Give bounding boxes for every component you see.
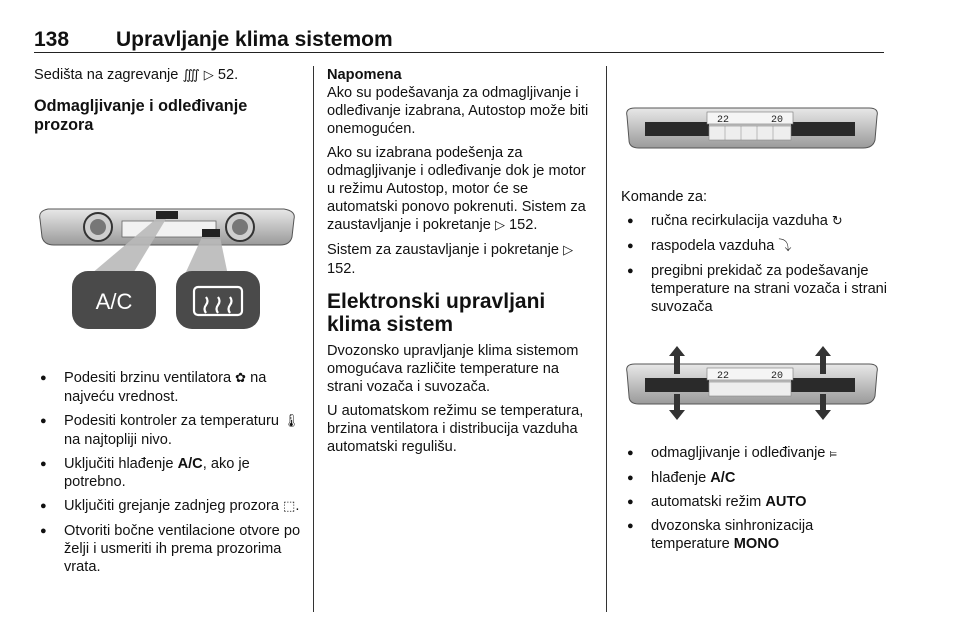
reference-arrow-icon: ▷ [203,68,214,83]
paragraph: U automatskom režimu se temperatura, brzina ventilatora i distribucija vazduha automatski regulišu. [327,403,584,455]
list-item: ● dvozonska sinhronizacija temperature MONO [621,517,889,553]
column-divider [606,66,607,612]
list-item: ● automatski režim AUTO [621,493,889,511]
column-middle [327,66,592,462]
list-item: ● pregibni prekidač za podešavanje temperature na strani vozača i strani suvozača [621,262,889,316]
note-paragraph: Ako su izabrana podešenja za odmagljivanje i odleđivanje dok je motor u režimu Autostop, motor će se automatski ponovo pokrenuti. Sistem za zaustavljanje i pokretanje ▷ 152. [327,145,586,233]
intro-paragraph: Sedišta na zagrevanje ⨌ ▷ 52. [34,67,239,83]
recirculation-icon: ↻ [831,214,843,229]
commands-list [621,444,889,553]
climate-panel-illustration [621,102,883,152]
list-item: ● ručna recirkulacija vazduha ↻ [621,212,889,231]
list-item: ● raspodela vazduha ⤵ [621,237,889,256]
list-item: ● Podesiti brzinu ventilatora ✿ na najveću vrednost. [34,369,302,406]
passenger-temp-display: 20 [771,371,784,382]
temperature-rocker-illustration [621,346,883,420]
passenger-temp-display: 20 [771,115,784,126]
driver-temp-display: 22 [717,371,730,382]
column-divider [313,66,314,612]
list-item: ● Otvoriti bočne ventilacione otvore po želji i usmeriti ih prema prozorima vrata. [34,522,302,576]
air-distribution-icon: ⤵ [778,239,792,254]
climate-panel-illustration [34,189,302,329]
section-heading: Elektronski upravljani klima sistem [327,290,546,336]
note-text: Ako su podešavanja za odmagljivanje i odleđivanje izabrana, Autostop može biti onemogućen. [327,85,589,137]
page-reference: 152. [509,217,538,233]
fan-icon: ✿ [235,371,247,386]
commands-label: Komande za: [621,189,707,205]
page-number: 138 [34,28,70,51]
page-reference: 152. [327,261,356,277]
list-item: ● Podesiti kontroler za temperaturu 🌡︎ na najtopliji nivo. [34,412,302,449]
list-item: ● odmagljivanje i odleđivanje ⫢ [621,444,889,463]
thermometer-icon: 🌡︎ [283,414,300,429]
commands-list [621,212,889,316]
column-right [621,66,889,559]
paragraph: Dvozonsko upravljanje klima sistemom omogućava različite temperature na strani vozača i suvozača. [327,343,579,395]
section-heading: Odmagljivanje i odleđivanje prozora [34,97,248,134]
rear-window-defrost-icon: ⬚ [283,499,296,514]
driver-temp-display: 22 [717,115,730,126]
windshield-defrost-icon: ⫢ [829,446,837,461]
instruction-list [34,369,302,576]
list-item: ● Uključiti hlađenje A/C, ako je potrebno. [34,455,302,491]
page-reference: 52. [217,67,239,83]
note-box [327,66,592,138]
column-left [34,66,302,582]
list-item: ● hlađenje A/C [621,469,889,487]
seat-heating-icon: ⨌ [182,68,200,83]
running-title: Upravljanje klima sistemom [116,28,393,51]
ac-button-label: A/C [95,289,133,314]
paragraph: Sistem za zaustavljanje i pokretanje ▷ 152. [327,242,574,277]
reference-arrow-icon: ▷ [494,218,505,233]
page-header [34,26,884,53]
note-title: Napomena [327,67,402,83]
reference-arrow-icon: ▷ [563,243,574,258]
list-item: ● Uključiti grejanje zadnjeg prozora ⬚. [34,497,302,516]
